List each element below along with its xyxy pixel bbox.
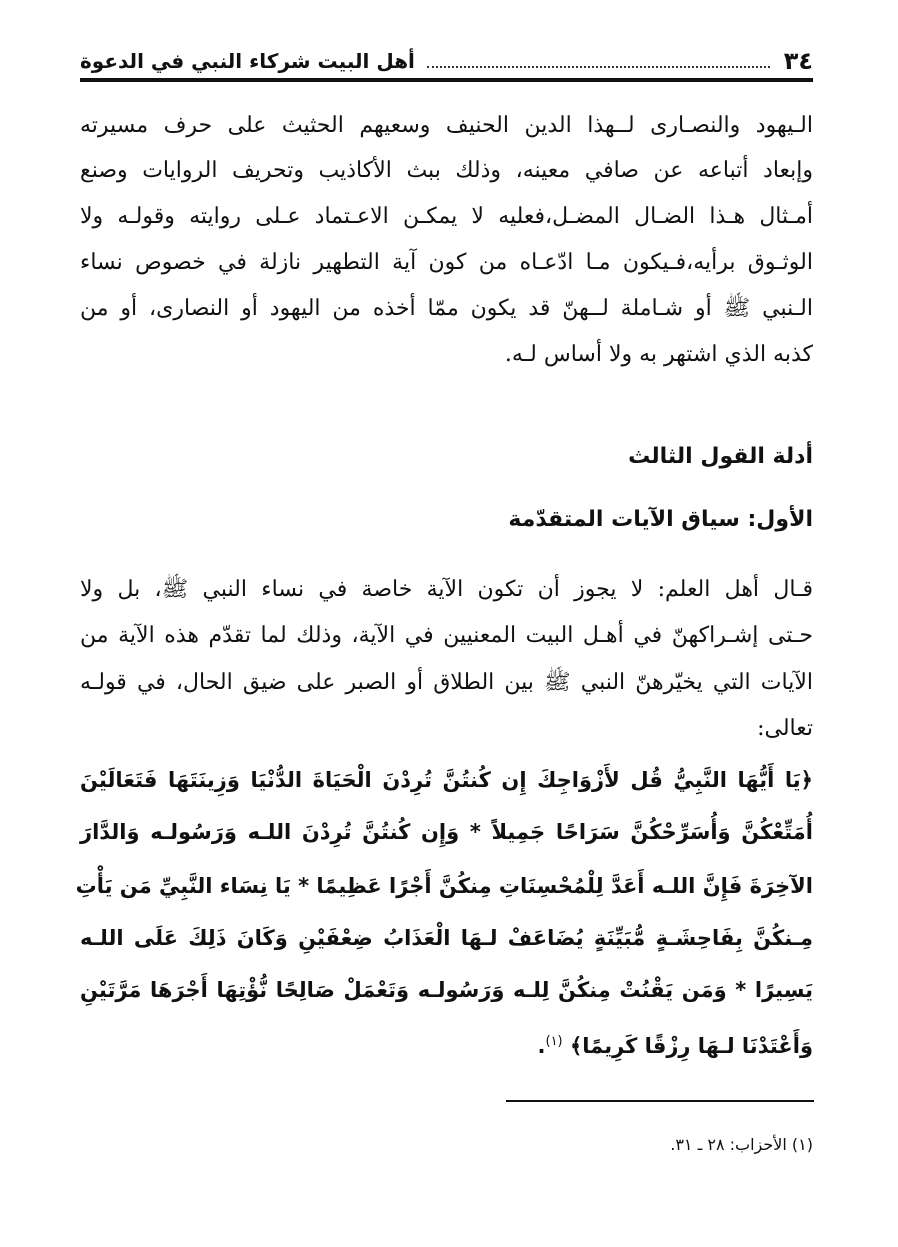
verse-line-last: [80, 1022, 813, 1062]
footnote-1: (١) الأحزاب: ٢٨ ـ ٣١.: [670, 1135, 813, 1154]
text-line: الـيهود والنصـارى لــهذا الدين الحنيف وسعيهم الحثيث على حرف مسيرته: [80, 113, 813, 138]
page-number: ٣٤: [783, 47, 813, 75]
text-line: قـال أهل العلم: لا يجوز أن تكون الآية خاصة في نساء النبي ﷺ، بل ولا: [80, 577, 813, 602]
header-leader-dots: [427, 65, 770, 68]
text-line: كذبه الذي اشتهر به ولا أساس لـه.: [504, 342, 813, 367]
text-line: وإبعاد أتباعه عن صافي معينه، وذلك ببث الأكاذيب وتحريف الروايات وصنع: [80, 158, 813, 183]
text-line: حـتى إشـراكهنّ في أهـل البيت المعنيين في الآية، وذلك لما تقدّم هذه الآية من: [80, 623, 813, 648]
verse-line: الآخِرَةَ فَإِنَّ اللـه أَعَدَّ لِلْمُحْسِنَاتِ مِنكُنَّ أَجْرًا عَظِيمًا * يَا نِسَاء النَّبِيِّ مَن يَأْتِ: [75, 874, 813, 898]
verse-text: وَأَعْتَدْنَا لـهَا رِزْقًا كَرِيمًا﴾: [569, 1034, 813, 1058]
running-header: [80, 40, 813, 76]
footnote-separator: [506, 1100, 814, 1102]
verse-line: مِـنكُنَّ بِفَاحِشَـةٍ مُّبَيِّنَةٍ يُضَاعَفْ لـهَا الْعَذَابُ ضِعْفَيْنِ وَكَانَ ذَلِكَ عَلَى اللـه: [80, 926, 813, 950]
text-line: الـنبي ﷺ أو شـاملة لــهنّ قد يكون ممّا أخذه من اليهود أو النصارى، أو من: [80, 296, 813, 321]
text-line: الآيات التي يخيّرهنّ النبي ﷺ بين الطلاق أو الصبر على ضيق الحال، في قولـه: [80, 670, 813, 695]
section-heading: أدلة القول الثالث: [628, 444, 813, 469]
verse-line: ﴿يَا أَيُّهَا النَّبِيُّ قُل لأَزْوَاجِكَ إِن كُنتُنَّ تُرِدْنَ الْحَيَاةَ الدُّنْيَا وَزِينَتَهَا فَتَعَالَيْنَ: [80, 768, 813, 792]
text-line: تعالى:: [757, 716, 813, 741]
footnote-reference[interactable]: (١): [545, 1034, 563, 1049]
trailing-punctuation: .: [537, 1034, 546, 1058]
verse-line: يَسِيرًا * وَمَن يَقْنُتْ مِنكُنَّ لِلـه وَرَسُولـه وَتَعْمَلْ صَالِحًا نُّؤْتِهَا أَجْرَهَا مَرَّتَيْنِ: [80, 978, 813, 1002]
header-rule: [80, 78, 813, 82]
text-line: الوثـوق برأيه،فـيكون مـا ادّعـاه من كون آية التطهير نازلة في خصوص نساء: [80, 250, 813, 275]
section-subheading: الأول: سياق الآيات المتقدّمة: [508, 507, 813, 532]
book-title: أهل البيت شركاء النبي في الدعوة: [80, 49, 415, 73]
verse-line: أُمَتِّعْكُنَّ وَأُسَرِّحْكُنَّ سَرَاحًا جَمِيلاً * وَإِن كُنتُنَّ تُرِدْنَ اللـه وَرَسُولـه وَالدَّارَ: [80, 820, 813, 844]
text-line: أمـثال هـذا الضـال المضـل،فعليه لا يمكـن الاعـتماد عـلى روايته وقولـه ولا: [80, 204, 813, 229]
